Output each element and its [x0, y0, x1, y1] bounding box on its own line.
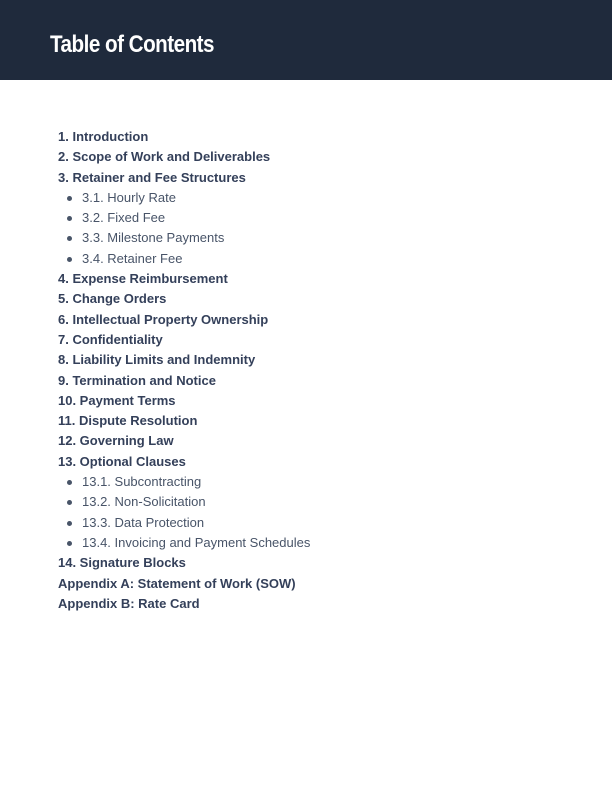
toc-subitem[interactable]: 13.3. Data Protection — [58, 513, 310, 533]
toc-item[interactable]: 7. Confidentiality — [58, 331, 163, 347]
toc-subitem[interactable]: 3.2. Fixed Fee — [58, 208, 310, 228]
page-header — [0, 0, 612, 80]
toc-item[interactable]: 11. Dispute Resolution — [58, 413, 198, 429]
toc-item[interactable]: 14. Signature Blocks — [58, 555, 186, 571]
toc-item[interactable]: 6. Intellectual Property Ownership — [58, 311, 269, 327]
toc-item[interactable]: 5. Change Orders — [58, 291, 167, 307]
toc-item[interactable]: Appendix B: Rate Card — [58, 595, 200, 611]
toc-item[interactable]: 8. Liability Limits and Indemnity — [58, 352, 256, 368]
toc-subitem[interactable]: 13.1. Subcontracting — [58, 472, 310, 492]
toc-item[interactable]: 2. Scope of Work and Deliverables — [58, 149, 271, 165]
toc-item[interactable]: 12. Governing Law — [58, 433, 174, 449]
toc-item[interactable]: 10. Payment Terms — [58, 392, 176, 408]
toc-item[interactable]: 9. Termination and Notice — [58, 372, 216, 388]
toc-item[interactable]: 13. Optional Clauses — [58, 453, 186, 469]
toc-subitem[interactable]: 13.4. Invoicing and Payment Schedules — [58, 533, 310, 553]
toc-item[interactable]: 1. Introduction — [58, 129, 149, 144]
toc-subitem[interactable]: 13.2. Non-Solicitation — [58, 492, 310, 512]
page-title: Table of Contents — [50, 31, 214, 58]
toc-subitem[interactable]: 3.4. Retainer Fee — [58, 249, 310, 269]
table-of-contents — [58, 127, 310, 614]
toc-subitem[interactable]: 3.3. Milestone Payments — [58, 228, 310, 248]
toc-subitem[interactable]: 3.1. Hourly Rate — [58, 188, 310, 208]
toc-item[interactable]: 4. Expense Reimbursement — [58, 271, 228, 287]
toc-item[interactable]: 3. Retainer and Fee Structures — [58, 169, 246, 185]
toc-item[interactable]: Appendix A: Statement of Work (SOW) — [58, 575, 296, 591]
